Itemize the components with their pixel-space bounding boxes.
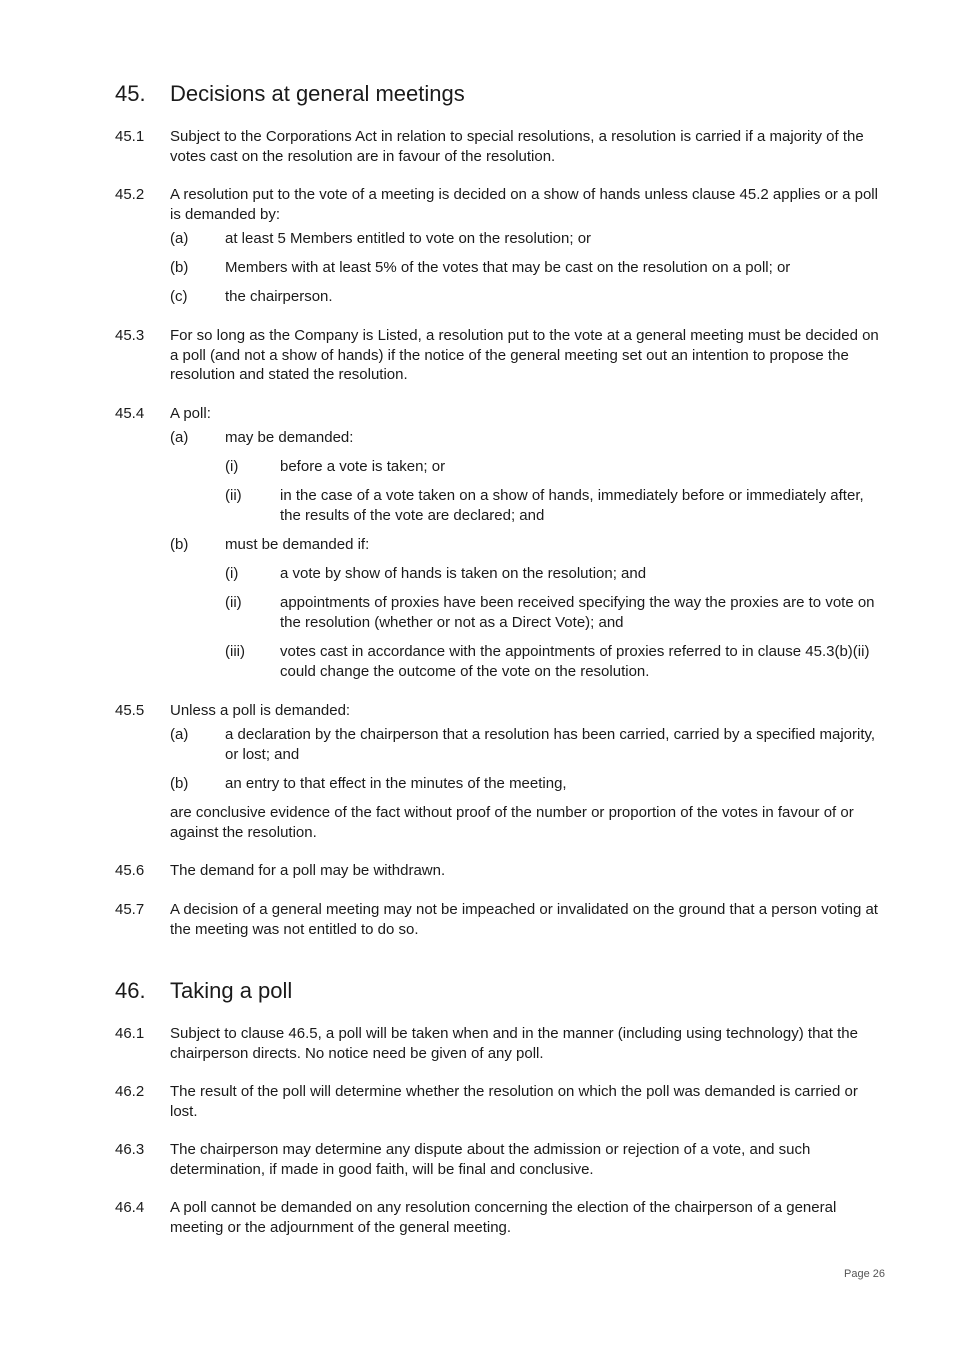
clause-text: The result of the poll will determine whether the resolution on which the poll was demanded is carried or lost. [170,1083,858,1120]
item-text: a declaration by the chairperson that a resolution has been carried, carried by a specified majority, or lost; and [225,726,876,763]
item-label: (a) [170,230,189,247]
item-label: (a) [170,429,189,446]
clause-text: A decision of a general meeting may not be impeached or invalidated on the ground that a person voting at the meeting was not entitled to do so. [170,901,878,938]
clause-text: The demand for a poll may be withdrawn. [170,862,446,879]
subitem-text: before a vote is taken; or [280,458,446,475]
clause-number: 46.3 [115,1141,145,1158]
section-number: 46. [115,978,146,1003]
subitem-label: (i) [225,458,239,475]
subitem-text: in the case of a vote taken on a show of hands, immediately before or immediately after, the results of the vote are declared; and [280,487,864,524]
item-text: Members with at least 5% of the votes that may be cast on the resolution on a poll; or [225,259,791,276]
item-label: (b) [170,775,189,792]
clause-number: 46.2 [115,1083,145,1100]
subitem-label: (ii) [225,487,242,504]
item-label: (b) [170,259,189,276]
clause-text: A resolution put to the vote of a meeting is decided on a show of hands unless clause 45.2 applies or a poll is demanded by: [170,186,878,223]
item-label: (a) [170,726,189,743]
item-text: must be demanded if: [225,536,370,553]
item-text: may be demanded: [225,429,354,446]
item-text: an entry to that effect in the minutes of the meeting, [225,775,567,792]
section-title: Taking a poll [170,978,293,1003]
clause-number: 45.3 [115,327,145,344]
clause-number: 45.2 [115,186,145,203]
clause-text: Unless a poll is demanded: [170,702,351,719]
item-label: (c) [170,288,188,305]
clause-number: 46.1 [115,1025,145,1042]
clause-number: 45.6 [115,862,145,879]
clause-text: For so long as the Company is Listed, a resolution put to the vote at a general meeting must be decided on a poll (and not a show of hands) if the notice of the general meeting set out an intention to propose the resolution and stated the resolution. [170,327,879,384]
subitem-text: votes cast in accordance with the appointments of proxies referred to in clause 45.3(b)(ii) could change the outcome of the vote on the resolution. [280,643,870,680]
subitem-text: a vote by show of hands is taken on the resolution; and [280,565,647,582]
clause-text: A poll: [170,405,211,422]
clause-text: A poll cannot be demanded on any resolution concerning the election of the chairperson of a general meeting or the adjournment of the general meeting. [170,1199,837,1236]
clause-text: Subject to the Corporations Act in relation to special resolutions, a resolution is carried if a majority of the votes cast on the resolution are in favour of the resolution. [170,128,864,165]
page-number: Page 26 [844,1268,885,1280]
subitem-label: (iii) [225,643,245,660]
clause-45-5-closing: are conclusive evidence of the fact without proof of the number or proportion of the votes in favour of or against the resolution. [170,804,854,841]
clause-number: 45.5 [115,702,145,719]
clause-number: 45.7 [115,901,145,918]
clause-number: 45.1 [115,128,145,145]
item-text: at least 5 Members entitled to vote on the resolution; or [225,230,592,247]
section-title: Decisions at general meetings [170,81,465,106]
clause-number: 45.4 [115,405,145,422]
subitem-text: appointments of proxies have been received specifying the way the proxies are to vote on the resolution (whether or not as a Direct Vote); and [280,594,875,631]
clause-number: 46.4 [115,1199,145,1216]
item-label: (b) [170,536,189,553]
clause-text: Subject to clause 46.5, a poll will be taken when and in the manner (including using technology) that the chairperson directs. No notice need be given of any poll. [170,1025,858,1062]
item-text: the chairperson. [225,288,333,305]
section-number: 45. [115,81,146,106]
subitem-label: (i) [225,565,239,582]
subitem-label: (ii) [225,594,242,611]
clause-text: The chairperson may determine any dispute about the admission or rejection of a vote, and such determination, if made in good faith, will be final and conclusive. [170,1141,811,1178]
